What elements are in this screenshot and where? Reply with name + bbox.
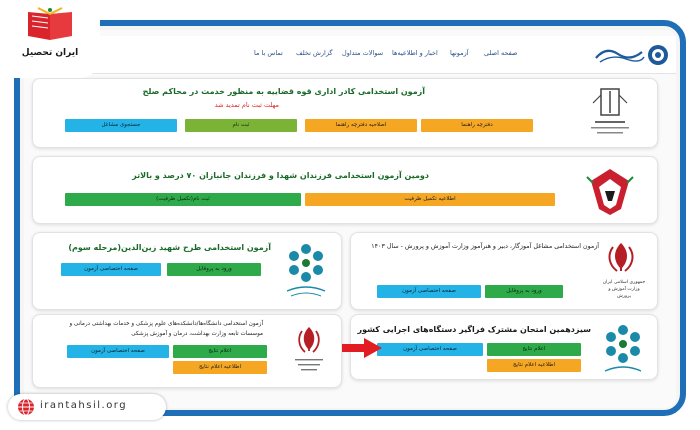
admin-organization-emblem-icon: [277, 239, 335, 301]
card-title: آزمون استخدامی طرح شهید زین‌الدین(مرحله سوم): [68, 243, 271, 252]
card-title: آزمون استخدامی کادر اداری قوه قضاییه به منظور خدمت در محاکم صلح: [142, 87, 425, 96]
card-title: دومین آزمون استخدامی فرزندان شهدا و فرزندان جانبازان ۷۰ درصد و بالاتر: [132, 171, 429, 180]
admin-organization-emblem-icon: [595, 321, 651, 377]
register-button[interactable]: ثبت نام: [185, 119, 297, 132]
card-medical-universities-exam: [32, 314, 342, 388]
exam-page-button[interactable]: صفحه اختصاصی آزمون: [67, 345, 169, 358]
org-name: [601, 279, 647, 300]
card-title: آزمون استخدامی مشاغل آموزگار، دبیر و هنرآموز وزارت آموزش و پرورش - سال ۱۴۰۳: [371, 243, 599, 250]
register-capacity-button[interactable]: ثبت نام(تکمیل ظرفیت): [65, 193, 301, 206]
exam-page-button[interactable]: صفحه اختصاصی آزمون: [377, 343, 483, 356]
nav-report[interactable]: گزارش تخلف: [296, 49, 333, 57]
top-navigation: [24, 36, 676, 74]
profile-login-button[interactable]: ورود به پروفایل: [485, 285, 563, 298]
org-line-1: جمهوری اسلامی ایران: [602, 280, 646, 285]
job-search-button[interactable]: جستجوی مشاغل: [65, 119, 177, 132]
card-judiciary-exam: [32, 78, 658, 148]
card-title: سیزدهمین امتحان مشترک فراگیر دستگاه‌های اجرایی کشور: [357, 325, 591, 334]
results-button[interactable]: اعلام نتایج: [487, 343, 581, 356]
judiciary-emblem-icon: [581, 85, 639, 143]
card-executive-bodies-exam: [350, 314, 658, 380]
globe-icon: [17, 398, 35, 416]
site-url-pill: [8, 394, 166, 420]
results-notice-button[interactable]: اطلاعیه اعلام نتایج: [173, 361, 267, 374]
health-ministry-emblem-icon: [285, 323, 333, 375]
nav-news[interactable]: اخبار و اطلاعیه‌ها: [392, 49, 438, 57]
site-url: irantahsil.org: [40, 400, 128, 411]
red-arrow-icon: [342, 338, 382, 358]
exam-page-button[interactable]: صفحه اختصاصی آزمون: [377, 285, 481, 298]
card-martyrs-children-exam: [32, 156, 658, 224]
card-title-line-1: آزمون استخدامی دانشگاه‌ها/دانشکده‌های علوم پزشکی و خدمات بهداشتی درمانی و: [69, 321, 263, 327]
profile-login-button[interactable]: ورود به پروفایل: [167, 263, 261, 276]
exam-page-button[interactable]: صفحه اختصاصی آزمون: [61, 263, 161, 276]
guide-amendment-button[interactable]: اصلاحیه دفترچه راهنما: [305, 119, 417, 132]
results-button[interactable]: اعلام نتایج: [173, 345, 267, 358]
deadline-extended-note: مهلت ثبت نام تمدید شد: [214, 101, 279, 109]
org-line-2: وزارت آموزش و پرورش: [608, 287, 640, 299]
book-logo-icon: [22, 6, 78, 46]
brand-name: ایران تحصیل: [21, 48, 79, 58]
nav-faq[interactable]: سوالات متداول: [342, 49, 384, 57]
nav-exams[interactable]: آزمونها: [450, 49, 469, 57]
site-viewport: [24, 30, 676, 408]
card-teacher-exam: [350, 232, 658, 310]
card-title-line-2: موسسات تابعه وزارت بهداشت، درمان و آموزش پزشکی: [131, 331, 263, 337]
nav-home[interactable]: صفحه اصلی: [484, 49, 518, 57]
martyrs-foundation-emblem-icon: [585, 165, 635, 219]
capacity-notice-button[interactable]: اطلاعیه تکمیل ظرفیت: [305, 193, 555, 206]
card-zainuddin-exam: [32, 232, 342, 310]
site-logo[interactable]: [592, 42, 670, 68]
results-notice-button[interactable]: اطلاعیه اعلام نتایج: [487, 359, 581, 372]
brand-badge: [0, 0, 100, 78]
guide-booklet-button[interactable]: دفترچه راهنما: [421, 119, 533, 132]
nav-contact[interactable]: تماس با ما: [254, 49, 283, 57]
